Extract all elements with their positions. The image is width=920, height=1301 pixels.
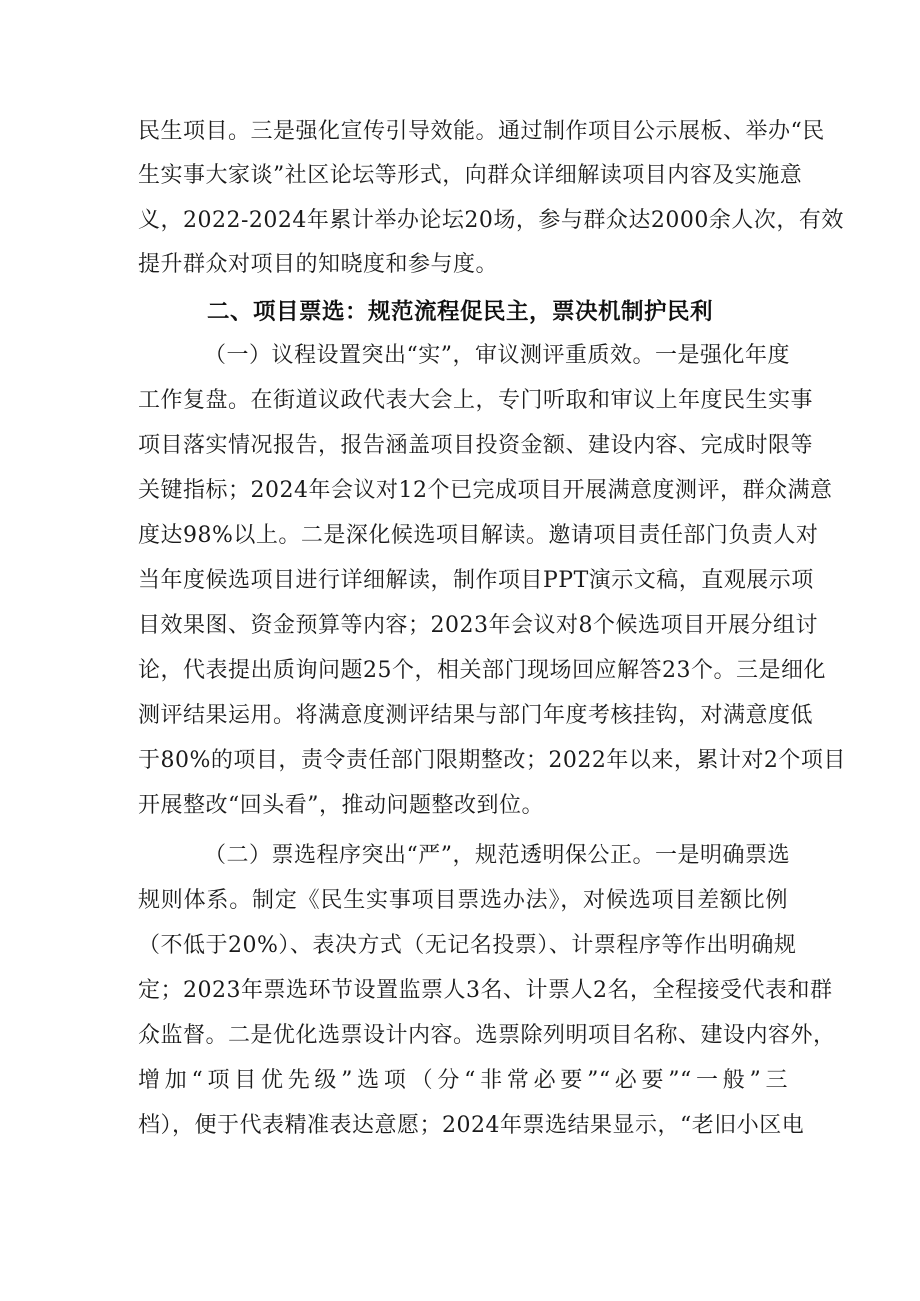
para1-line-2: 生实事大家谈”社区论坛等形式，向群众详细解读项目内容及实施意 bbox=[138, 163, 803, 188]
para2-line-3: 项目落实情况报告，报告涵盖项目投资金额、建设内容、完成时限等 bbox=[138, 433, 814, 458]
para3-line-4: 定；2023年票选环节设置监票人3名、计票人2名，全程接受代表和群 bbox=[138, 978, 833, 1003]
para2-line-2: 工作复盘。在街道议政代表大会上，专门听取和审议上年度民生实事 bbox=[138, 388, 814, 413]
para1-line-3: 义，2022-2024年累计举办论坛20场，参与群众达2000余人次，有效 bbox=[138, 208, 844, 233]
para2-line-11: 开展整改“回头看”，推动问题整改到位。 bbox=[138, 793, 544, 818]
para2-line-10: 于80%的项目，责令责任部门限期整改；2022年以来，累计对2个项目 bbox=[138, 748, 846, 773]
para2-line-7: 目效果图、资金预算等内容；2023年会议对8个候选项目开展分组讨 bbox=[138, 613, 818, 638]
section-heading: 二、项目票选：规范流程促民主，票决机制护民利 bbox=[206, 299, 713, 325]
para1-line-4: 提升群众对项目的知晓度和参与度。 bbox=[138, 252, 499, 277]
para2-line-6: 当年度候选项目进行详细解读，制作项目PPT演示文稿，直观展示项 bbox=[138, 568, 814, 593]
para3-line-7: 档），便于代表精准表达意愿；2024年票选结果显示，“老旧小区电 bbox=[138, 1113, 805, 1138]
para2-line-1: （一）议程设置突出“实”，审议测评重质效。一是强化年度 bbox=[204, 343, 790, 368]
para2-line-9: 测评结果运用。将满意度测评结果与部门年度考核挂钩，对满意度低 bbox=[138, 703, 814, 728]
para3-line-2: 规则体系。制定《民生实事项目票选办法》，对候选项目差额比例 bbox=[138, 888, 788, 913]
para3-line-3: （不低于20%）、表决方式（无记名投票）、计票程序等作出明确规 bbox=[138, 933, 797, 958]
para3-line-1: （二）票选程序突出“严”，规范透明保公正。一是明确票选 bbox=[204, 843, 790, 868]
para2-line-8: 论，代表提出质询问题25个，相关部门现场回应解答23个。三是细化 bbox=[138, 658, 826, 683]
para1-line-1: 民生项目。三是强化宣传引导效能。通过制作项目公示展板、举办“民 bbox=[138, 119, 825, 144]
para3-line-5: 众监督。二是优化选票设计内容。选票除列明项目名称、建设内容外， bbox=[138, 1023, 836, 1048]
para2-line-4: 关键指标；2024年会议对12个已完成项目开展满意度测评，群众满意 bbox=[138, 478, 833, 503]
para2-line-5: 度达98%以上。二是深化候选项目解读。邀请项目责任部门负责人对 bbox=[138, 523, 819, 548]
para3-line-6: 增加“项目优先级”选项（分“非常必要”“必要”“一般”三 bbox=[138, 1068, 788, 1093]
